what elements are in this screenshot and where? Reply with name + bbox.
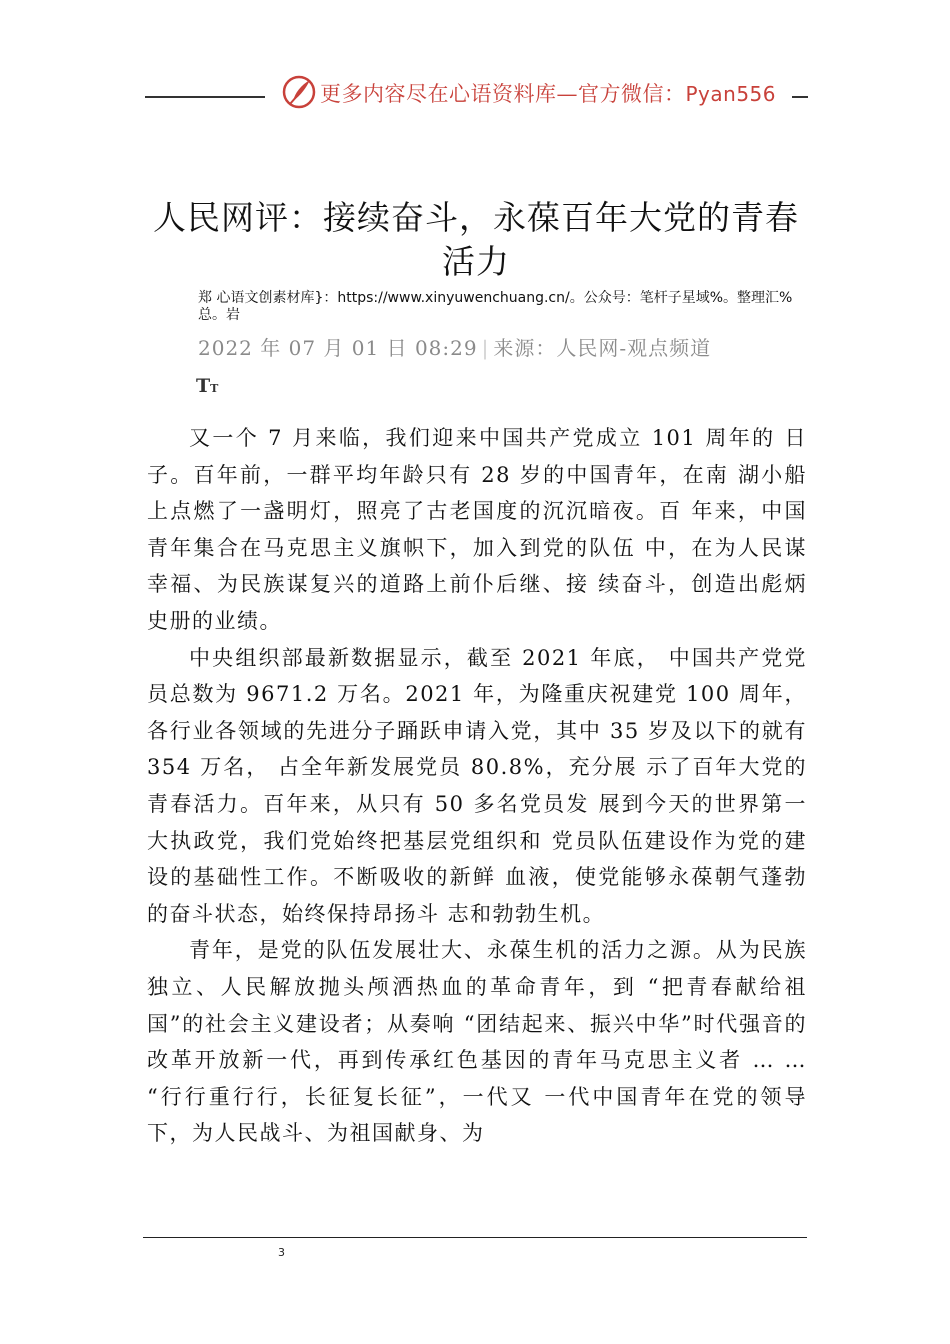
article-source: 来源：人民网-观点频道 (493, 336, 712, 360)
article-body (147, 420, 807, 1152)
article-paragraph: 中央组织部最新数据显示，截至 2021 年底， 中国共产党党员总数为 9671.2 万名。2021 年，为隆重庆祝建党 100 周年，各行业各领域的先进分子踊跃申请入党，其中 35 岁及以下的就有 354 万名， 占全年新发展党员 80.8%，充分展 示了百年大党的青春活力。百年来，从只有 50 多名党员发 展到今天的世界第一大执政党，我们党始终把基层党组织和 党员队伍建设作为党的建设的基础性工作。不断吸收的新鲜 血液，使党能够永葆朝气蓬勃的奋斗状态，始终保持昂扬斗 志和勃勃生机。 (147, 645, 807, 926)
article-paragraph: 又一个 7 月来临，我们迎来中国共产党成立 101 周年的 日子。百年前，一群平均年龄只有 28 岁的中国青年，在南 湖小船上点燃了一盏明灯，照亮了古老国度的沉沉暗夜。百 年来，中国青年集合在马克思主义旗帜下，加入到党的队伍 中，在为人民谋幸福、为民族谋复兴的道路上前仆后继、接 续奋斗，创造出彪炳史册的业绩。 (147, 426, 807, 633)
page-number: 3 (278, 1246, 285, 1259)
article-title: 人民网评：接续奋斗，永葆百年大党的青春活力 (153, 198, 799, 281)
feather-pen-logo-icon (281, 74, 317, 110)
header-banner (320, 78, 776, 108)
header-rule-right (792, 96, 808, 98)
article-paragraph: 青年，是党的队伍发展壮大、永葆生机的活力之源。从为民族独立、人民解放抛头颅洒热血的革命青年，到 “把青春献给祖国”的社会主义建设者；从奏响 “团结起来、振兴中华”时代强音的改革开放新一代，再到传承红色基因的青年马克思主义者 … … “行行重行行，长征复长征”，一代又 一代中国青年在党的领导下，为人民战斗、为祖国献身、为 (147, 938, 807, 1146)
article-meta (198, 332, 818, 361)
meta-separator: | (481, 336, 490, 360)
wechat-id: Pyan556 (685, 82, 777, 106)
footer-rule (143, 1237, 807, 1238)
publish-date: 2022 年 07 月 01 日 08:29 (198, 336, 478, 360)
source-note: 郑 心语文创素材库}：https://www.xinyuwenchuang.cn/。公众号：笔杆子星域%。整理汇%总。岩 (198, 290, 793, 323)
header-rule-left (145, 96, 265, 98)
banner-text: 更多内容尽在心语资料库—官方微信： (320, 82, 686, 106)
text-size-icon[interactable]: TT (196, 375, 219, 397)
